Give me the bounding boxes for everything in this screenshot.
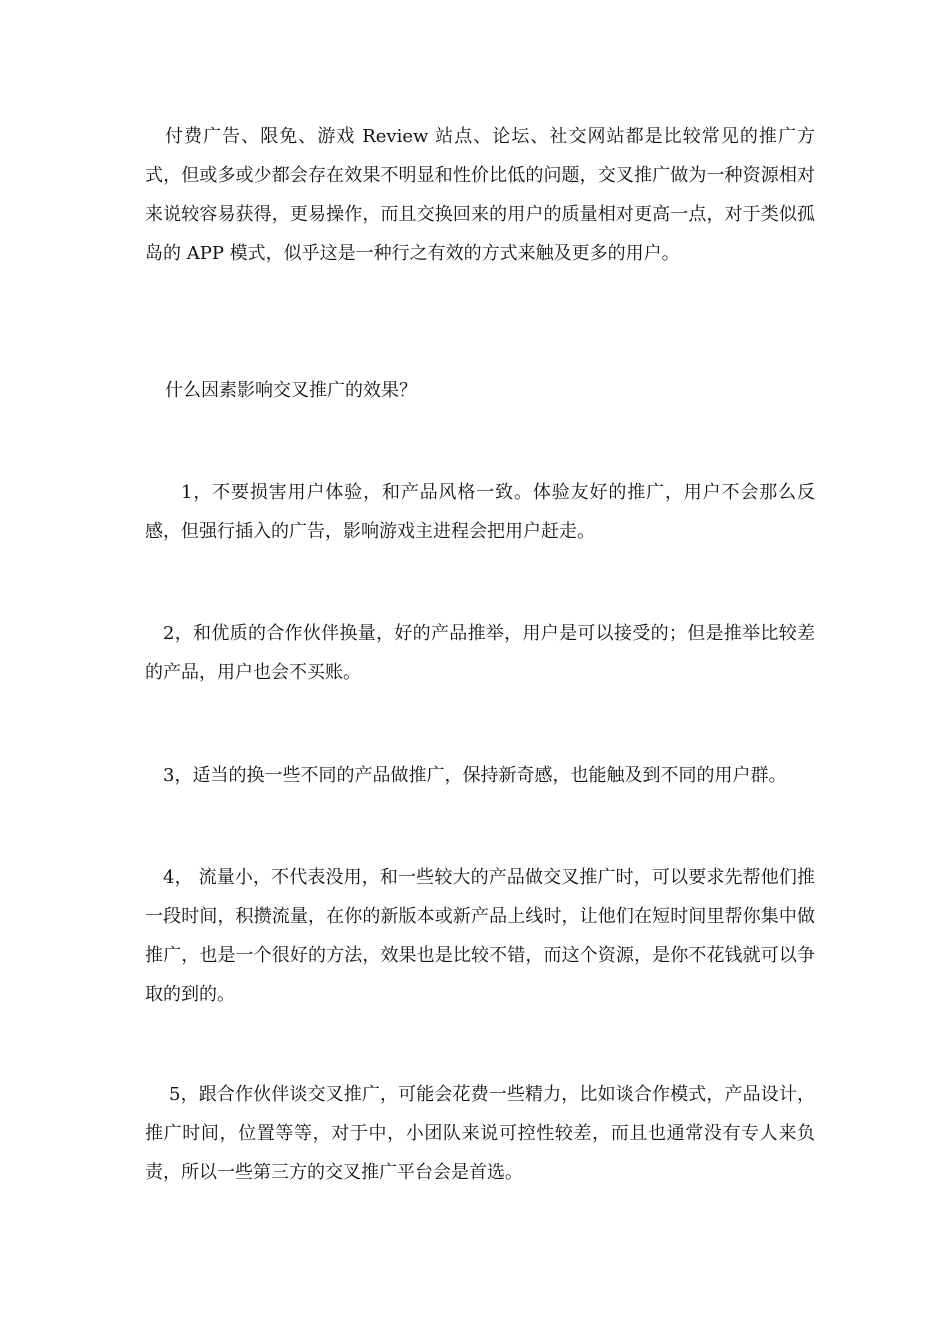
point-3-paragraph: 3，适当的换一些不同的产品做推广，保持新奇感，也能触及到不同的用户群。 — [163, 765, 787, 786]
intro-paragraph: 付费广告、限免、游戏 Review 站点、论坛、社交网站都是比较常见的推广方式，但或多或少都会存在效果不明显和性价比低的问题，交叉推广做为一种资源相对来说较容易获得，更易操作，而且交换回来的用户的质量相对更高一点，对于类似孤岛的 APP 模式，似乎这是一种行之有效的方式来触及更多的用户。 — [145, 126, 815, 264]
point-4-paragraph: 4， 流量小，不代表没用，和一些较大的产品做交叉推广时，可以要求先帮他们推一段时间，积攒流量，在你的新版本或新产品上线时，让他们在短时间里帮你集中做推广，也是一个很好的方法，效果也是比较不错，而这个资源，是你不花钱就可以争取的到的。 — [145, 867, 815, 1005]
point-1-paragraph: 1，不要损害用户体验，和产品风格一致。体验友好的推广，用户不会那么反感，但强行插入的广告，影响游戏主进程会把用户赶走。 — [145, 482, 815, 542]
point-5-paragraph: 5，跟合作伙伴谈交叉推广，可能会花费一些精力，比如谈合作模式，产品设计，推广时间，位置等等，对于中，小团队来说可控性较差，而且也通常没有专人来负责，所以一些第三方的交叉推广平台会是首选。 — [145, 1084, 815, 1183]
section-question-heading: 什么因素影响交叉推广的效果？ — [165, 380, 417, 401]
point-2-paragraph: 2，和优质的合作伙伴换量，好的产品推举，用户是可以接受的；但是推举比较差的产品，用户也会不买账。 — [145, 623, 815, 683]
